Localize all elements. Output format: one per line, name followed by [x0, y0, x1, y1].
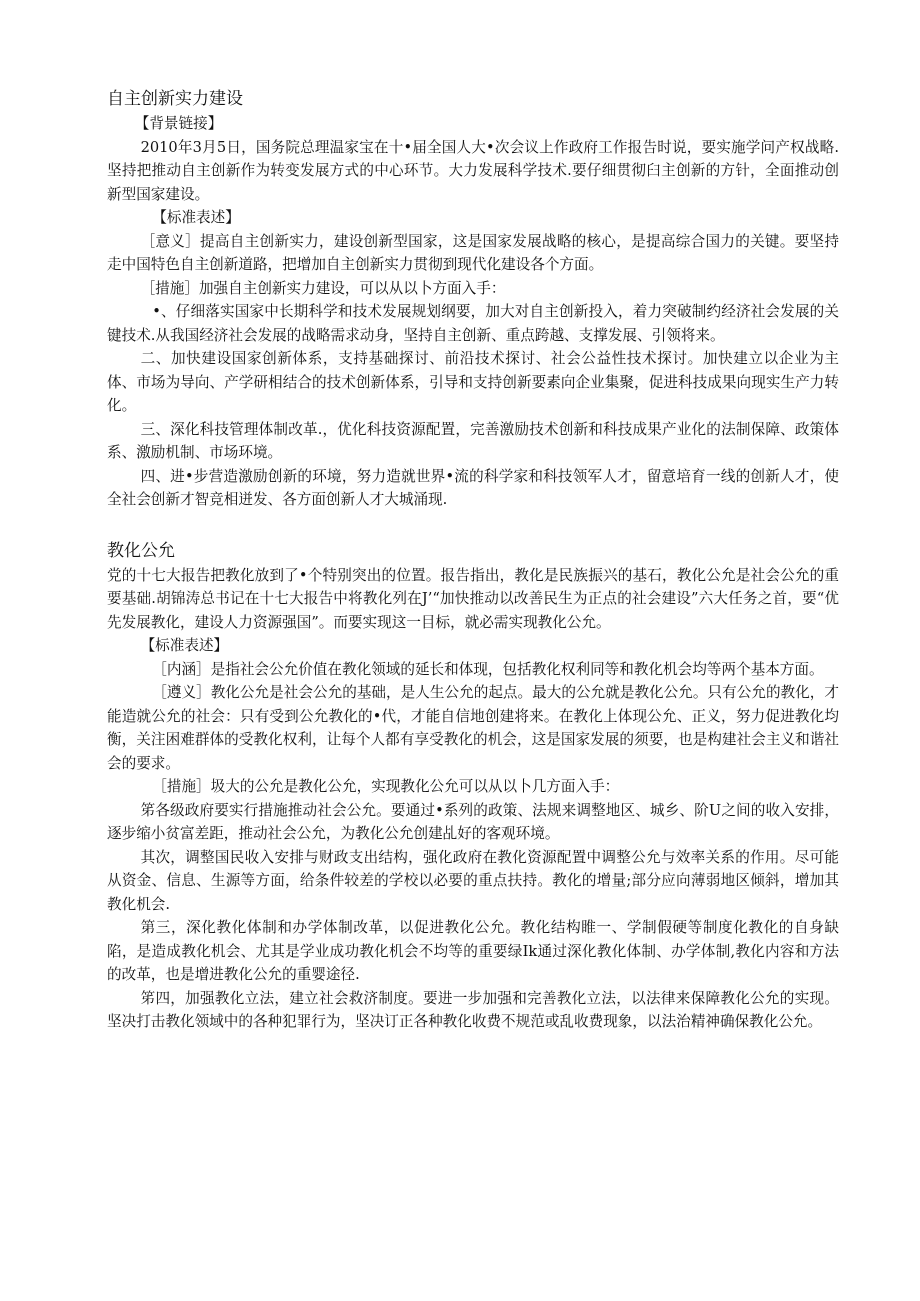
measure-paragraph: 四、进•步营造激励创新的环境，努力造就世界•流的科学家和科技领军人才，留意培育一线的创新人才，使全社会创新才智竞相迸发、各方面创新人才大城涌现. — [107, 467, 839, 508]
measure-paragraph: 笫各级政府要实行措施推动社会公允。要通过•系列的政策、法规来调整地区、城乡、阶U之间的收入安排，逐步缩小贫富差距，推动社会公允，为教化公允创建乩好的客观环境。 — [107, 801, 839, 842]
meaning-paragraph: ［遵义］教化公允是社会公允的基础，是人生公允的起点。最大的公允就是教化公允。只有公允的教化，才能造就公允的社会：只有受到公允教化的•代，才能自信地创建将来。在教化上体现公允、正义，努力促进教化均衡，关注困难群体的受教化权利，让每个人都有享受教化的机会，这是国家发展的须要，也是构建社会主义和谐社会的要求。 — [107, 684, 839, 772]
section-title: 自主创新实力建设 — [107, 89, 243, 109]
measures-intro: ［措施］圾大的公允是教化公允，实现教化公允可以从以卜几方面入手： — [152, 778, 620, 795]
measure-paragraph: •、仔细落实国家中长期科学和技术发展规划纲要，加大对自主创新投入，着力突破制约经济社会发展的关键技术.从我国经济社会发展的战略需求动身，坚持自主创新、重点跨越、支撑发展、引领将来。 — [107, 303, 839, 344]
section-education-fairness — [107, 538, 839, 1034]
document-page — [107, 86, 839, 1034]
measure-paragraph: 三、深化科技管理体制改革.，优化科技资源配置，完善激励技术创新和科技成果产业化的法制保障、政策体系、激励机制、市场环境。 — [107, 420, 839, 461]
standard-label: 【标准表述】 — [140, 637, 229, 654]
standard-label: 【标准表述】 — [152, 209, 240, 226]
measures-intro: ［措施］加强自主创新实力建设，可以从以卜方面入手： — [140, 279, 506, 297]
intro-paragraph: 党的十七大报告把教化放到了•个特别突出的位置。报告指出，教化是民族振兴的基石，教化公允是社会公允的重要基础.胡锦涛总书记在十七大报告中将教化列在J’“加快推动以改善民生为正点的社会建设”六大任务之首，要“优先发展教化，建设人力资源强国”。而要实现这一目标，就必需实现教化公允。 — [107, 566, 839, 631]
meaning-paragraph: ［意义］提高自主创新实力，建设创新型国家，这是国家发展战略的核心，是提高综合国力的关键。要坚持走中国特色自主创新道路，把增加自主创新实力贯彻到现代化建设各个方面。 — [107, 232, 839, 273]
measure-paragraph: 其次，调整国民收入安排与财政支出结构，强化政府在教化资源配置中调整公允与效率关系的作用。尽可能从资金、信息、生源等方面，给条件较差的学校以必要的重点扶持。教化的增量;部分应向薄弱地区倾斜，增加其教化机会. — [107, 848, 839, 913]
background-paragraph: 2010年3月5日，国务院总理温家宝在十•届全国人大•次会议上作政府工作报告时说，要实施学问产权战略.坚持把推动自主创新作为转变发展方式的中心环节。大力发展科学技术.要仔细贯彻臼主创新的方针，全面推动创新型国家建设。 — [107, 138, 839, 203]
measure-paragraph: 笫四，加强教化立法，建立社会救济制度。要进一步加强和完善教化立法，以法律来保障教化公允的实现。坚决打击教化领域中的各种犯罪行为，坚决订正各种教化收费不规范或乱收费现象，以法治精神确保教化公允。 — [107, 989, 839, 1030]
section-innovation — [107, 86, 839, 512]
measure-paragraph: 二、加快建设国家创新体系，支持基础探讨、前沿技术探讨、社会公益性技术探讨。加快建立以企业为主体、市场为导向、产学研相结合的技术创新体系，引导和支持创新要素向企业集聚，促进科技成果向现实生产力转化。 — [107, 350, 839, 414]
section-title: 教化公允 — [107, 540, 175, 561]
measure-paragraph: 第三，深化教化体制和办学体制改革，以促进教化公允。教化结构睢一、学制假硬等制度化教化的自身缺陷，是造成教化机会、尤其是学业成功教化机会不均等的重要绿Ik通过深化教化体制、办学体制,教化内容和方法的改革，也是增进教化公允的重婴途径. — [107, 919, 839, 983]
connotation-paragraph: ［内涵］是指社会公允价值在教化领域的延长和体现，包括教化权利同等和教化机会均等两个基本方面。 — [152, 660, 824, 678]
background-label: 【背景链接】 — [134, 115, 223, 132]
